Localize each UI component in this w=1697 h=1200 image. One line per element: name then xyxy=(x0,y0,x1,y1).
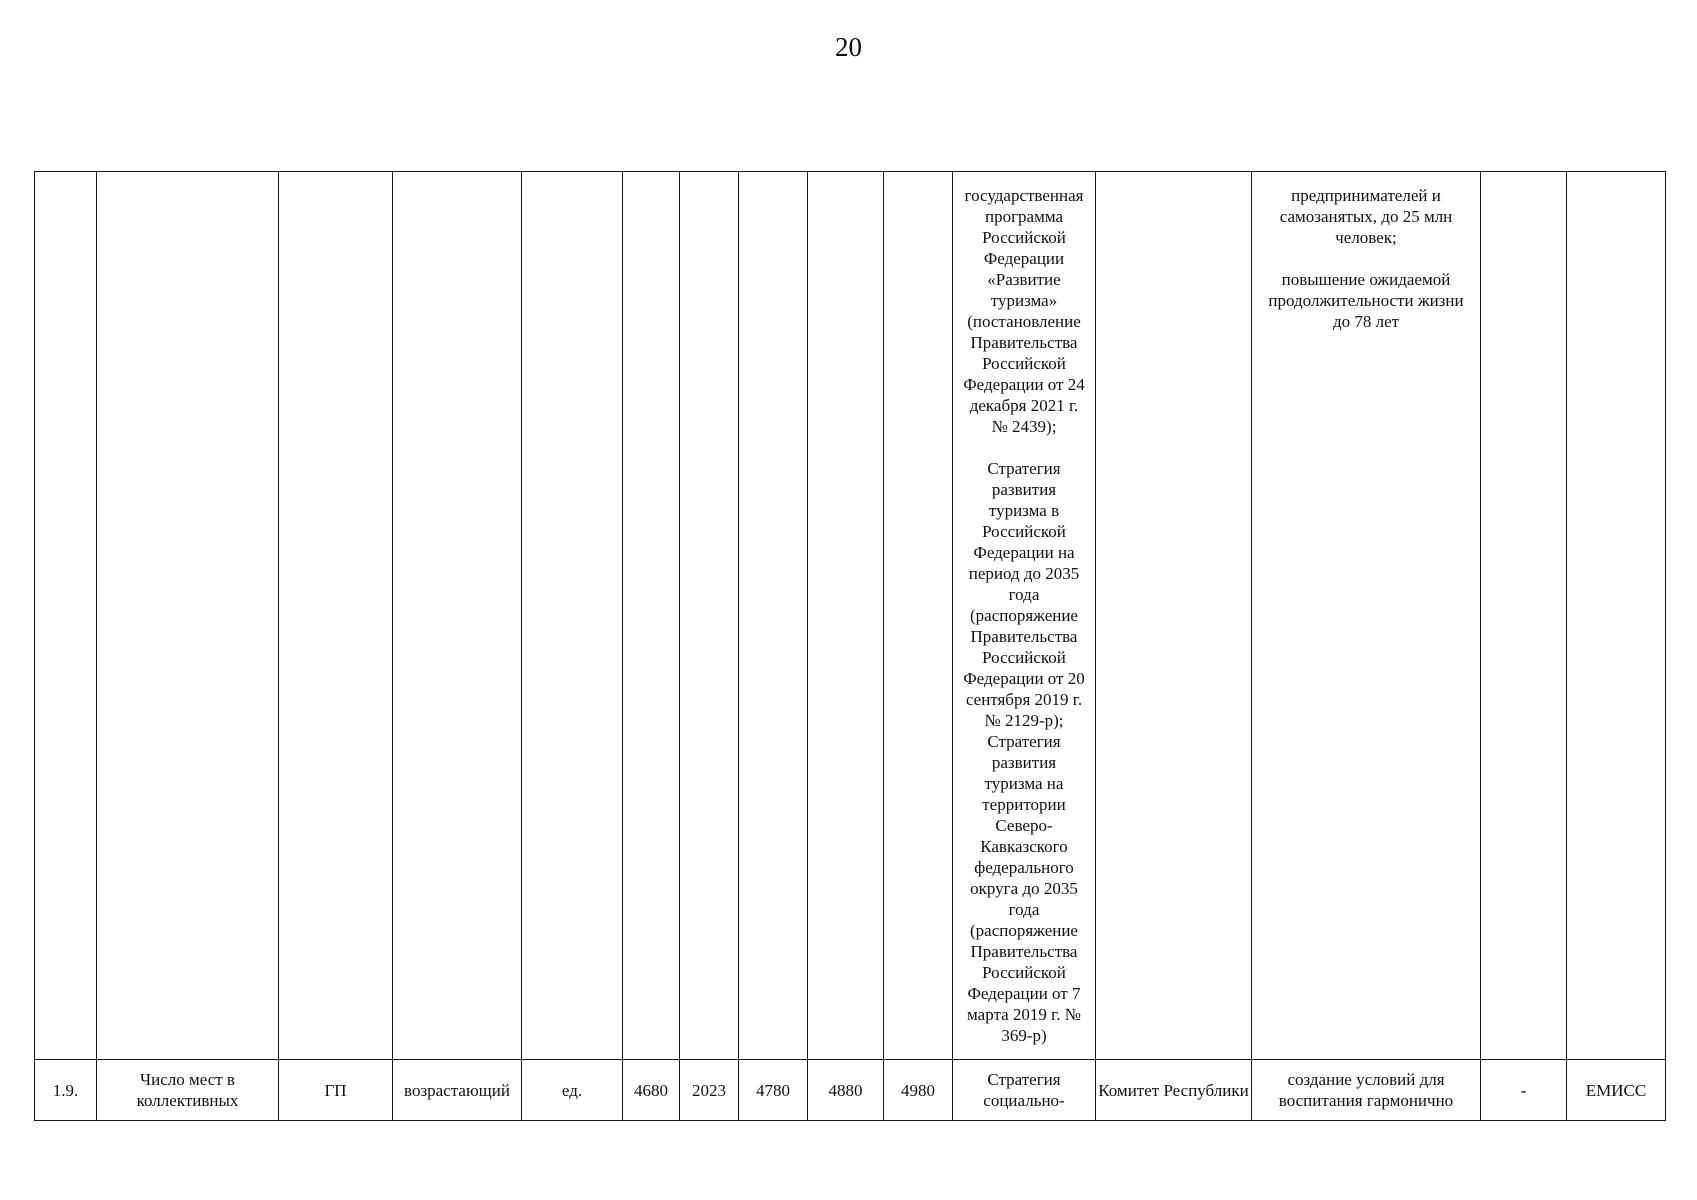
cell-program-docs: государственная программа Российской Федерации «Развитие туризма» (постановление Правительства Российской Федерации от 24 декабря 2021 г. № 2439); Стратегия развития туризма в Российской Федерации на период до 2035 года (распоряжение Правительства Российской Федерации от 20 сентября 2019 г. № 2129-р); Стратегия развития туризма на территории Северо- Кавказского федерального округа до 2035 года (распоряжение Правительства Российской Федерации от 7 марта 2019 г. № 369-р) xyxy=(953,172,1096,1060)
cell-value-1: 4780 xyxy=(739,1060,808,1121)
cell-value-2: 4880 xyxy=(808,1060,884,1121)
cell-national-goal xyxy=(1252,1060,1481,1121)
cell-unit xyxy=(522,172,623,1060)
cell-level: ГП xyxy=(279,1060,393,1121)
cell-base-value xyxy=(623,172,680,1060)
document-text: Стратегия социально- xyxy=(983,1070,1065,1110)
cell-unit: ед. xyxy=(522,1060,623,1121)
cell-system: ЕМИСС xyxy=(1567,1060,1666,1121)
table-row-1-9 xyxy=(35,1060,1666,1121)
cell-responsible xyxy=(1096,1060,1252,1121)
cell-number: 1.9. xyxy=(35,1060,97,1121)
cell-number xyxy=(35,172,97,1060)
cell-base-year xyxy=(680,172,739,1060)
cell-base-value: 4680 xyxy=(623,1060,680,1121)
cell-value-3: 4980 xyxy=(884,1060,953,1121)
cell-trend xyxy=(393,172,522,1060)
page-number: 20 xyxy=(835,32,862,62)
cell-level xyxy=(279,172,393,1060)
cell-value-1 xyxy=(739,172,808,1060)
cell-relation xyxy=(1481,172,1567,1060)
cell-base-year: 2023 xyxy=(680,1060,739,1121)
cell-relation: - xyxy=(1481,1060,1567,1121)
cell-system xyxy=(1567,172,1666,1060)
indicator-text: Число мест в коллективных xyxy=(136,1070,239,1110)
cell-indicator xyxy=(97,1060,279,1121)
national-goal-text: создание условий для воспитания гармонично xyxy=(1278,1070,1454,1110)
cell-value-2 xyxy=(808,172,884,1060)
cell-value-3 xyxy=(884,172,953,1060)
indicators-table xyxy=(34,171,1666,1121)
responsible-text: Комитет Республики xyxy=(1098,1080,1249,1100)
cell-indicator xyxy=(97,172,279,1060)
table-row-continuation xyxy=(35,172,1666,1060)
cell-trend: возрастающий xyxy=(393,1060,522,1121)
cell-responsible xyxy=(1096,172,1252,1060)
cell-document xyxy=(953,1060,1096,1121)
cell-national-goals: предпринимателей и самозанятых, до 25 млн человек; повышение ожидаемой продолжительности жизни до 78 лет xyxy=(1252,172,1481,1060)
